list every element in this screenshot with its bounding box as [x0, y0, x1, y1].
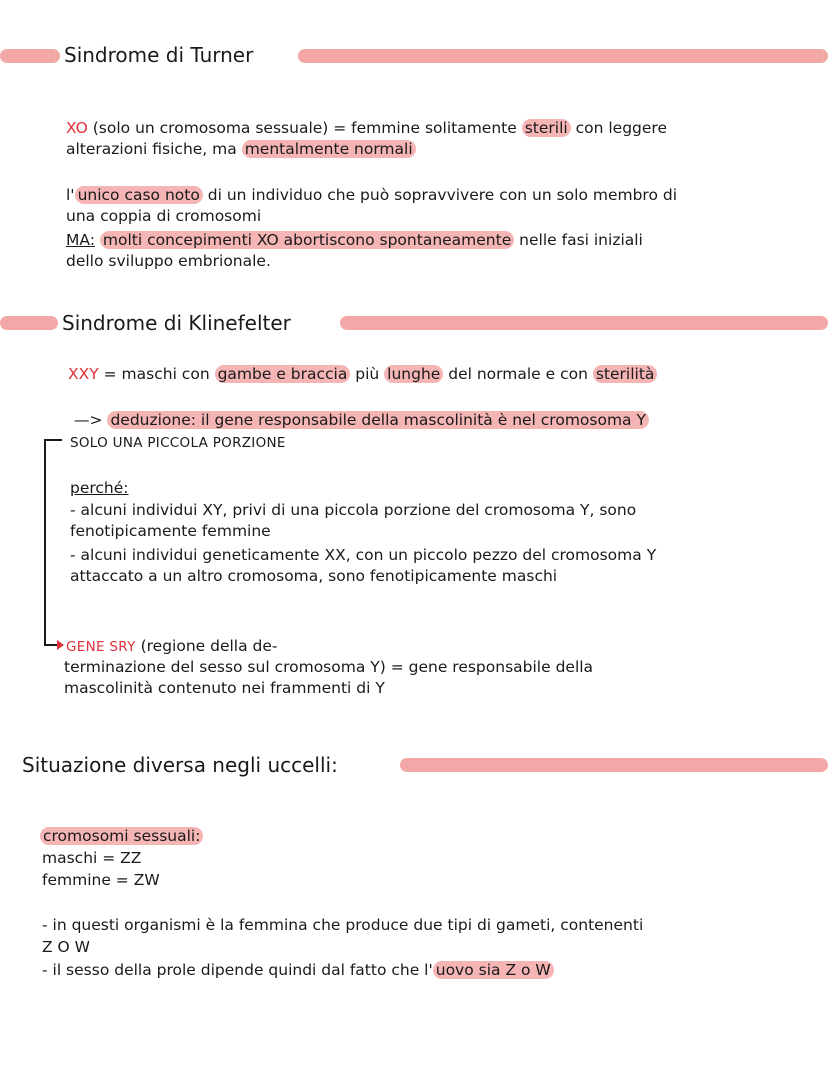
heading-bar-left [0, 49, 60, 63]
uccelli-line-1: - in questi organismi è la femmina che produce due tipi di gameti, contenenti [42, 916, 644, 934]
highlight-cromosomi: cromosomi sessuali: [40, 827, 203, 845]
heading-bar-left [0, 316, 58, 330]
sry-code: GENE SRY [66, 639, 136, 655]
perche-label: perché: [70, 479, 129, 497]
heading-bar-right [400, 758, 828, 772]
cromosomi-label [40, 826, 203, 846]
heading-bar-right [340, 316, 828, 330]
highlight-sterili: sterili [522, 119, 571, 137]
sry-line-3: mascolinità contenuto nei frammenti di Y [64, 679, 385, 697]
highlight-lunghe: lunghe [384, 365, 443, 383]
bracket-line [44, 439, 46, 646]
ma-label: MA: [66, 231, 95, 249]
highlight-sterilita: sterilità [593, 365, 658, 383]
turner-line-6: dello sviluppo embrionale. [66, 252, 271, 270]
bracket-top [44, 439, 62, 441]
turner-line-2: alterazioni fisiche, ma mentalmente normali [66, 139, 416, 159]
turner-title: Sindrome di Turner [64, 43, 254, 67]
highlight-mentalmente: mentalmente normali [242, 140, 416, 158]
highlight-deduzione: deduzione: il gene responsabile della mascolinità è nel cromosoma Y [107, 411, 649, 429]
perche-line-3: - alcuni individui geneticamente XX, con un piccolo pezzo del cromosoma Y [70, 546, 657, 564]
uccelli-title: Situazione diversa negli uccelli: [22, 753, 338, 777]
klinefelter-line-3: SOLO UNA PICCOLA PORZIONE [70, 435, 286, 451]
perche-line-4: attaccato a un altro cromosoma, sono fenotipicamente maschi [70, 567, 558, 585]
femmine-zw: femmine = ZW [42, 871, 160, 889]
turner-line-1: XO (solo un cromosoma sessuale) = femmine solitamente sterili con leggere [66, 119, 667, 137]
arrow-glyph: —> [74, 411, 103, 429]
klinefelter-line-2 [74, 410, 649, 430]
turner-line-3: l' unico caso noto di un individuo che può sopravvivere con un solo membro di [66, 186, 678, 204]
maschi-zz: maschi = ZZ [42, 849, 142, 867]
turner-line-5: MA: molti concepimenti XO abortiscono spontaneamente nelle fasi iniziali [66, 231, 643, 249]
bracket-arrow-icon [57, 640, 64, 650]
perche-line-2: fenotipicamente femmine [70, 522, 271, 540]
xxy-code: XXY [68, 365, 99, 383]
bracket-bottom [44, 644, 58, 646]
klinefelter-title: Sindrome di Klinefelter [62, 311, 291, 335]
highlight-uovo: uovo sia Z o W [433, 961, 554, 979]
perche-line-1: - alcuni individui XY, privi di una piccola porzione del cromosoma Y, sono [70, 501, 637, 519]
sry-line-1: GENE SRY (regione della de- [66, 637, 278, 655]
highlight-concepimenti: molti concepimenti XO abortiscono spontaneamente [100, 231, 514, 249]
uccelli-line-3: - il sesso della prole dipende quindi dal fatto che l' uovo sia Z o W [42, 960, 554, 980]
klinefelter-line-1: XXY = maschi con gambe e braccia più lunghe del normale e con sterilità [68, 364, 657, 384]
sry-line-2: terminazione del sesso sul cromosoma Y) = gene responsabile della [64, 658, 594, 676]
xo-code: XO [66, 119, 88, 137]
highlight-gambe: gambe e braccia [215, 365, 351, 383]
uccelli-line-2: Z O W [42, 938, 90, 956]
heading-bar-right [298, 49, 828, 63]
turner-line-4: una coppia di cromosomi [66, 207, 262, 225]
highlight-unico-caso: unico caso noto [75, 186, 203, 204]
